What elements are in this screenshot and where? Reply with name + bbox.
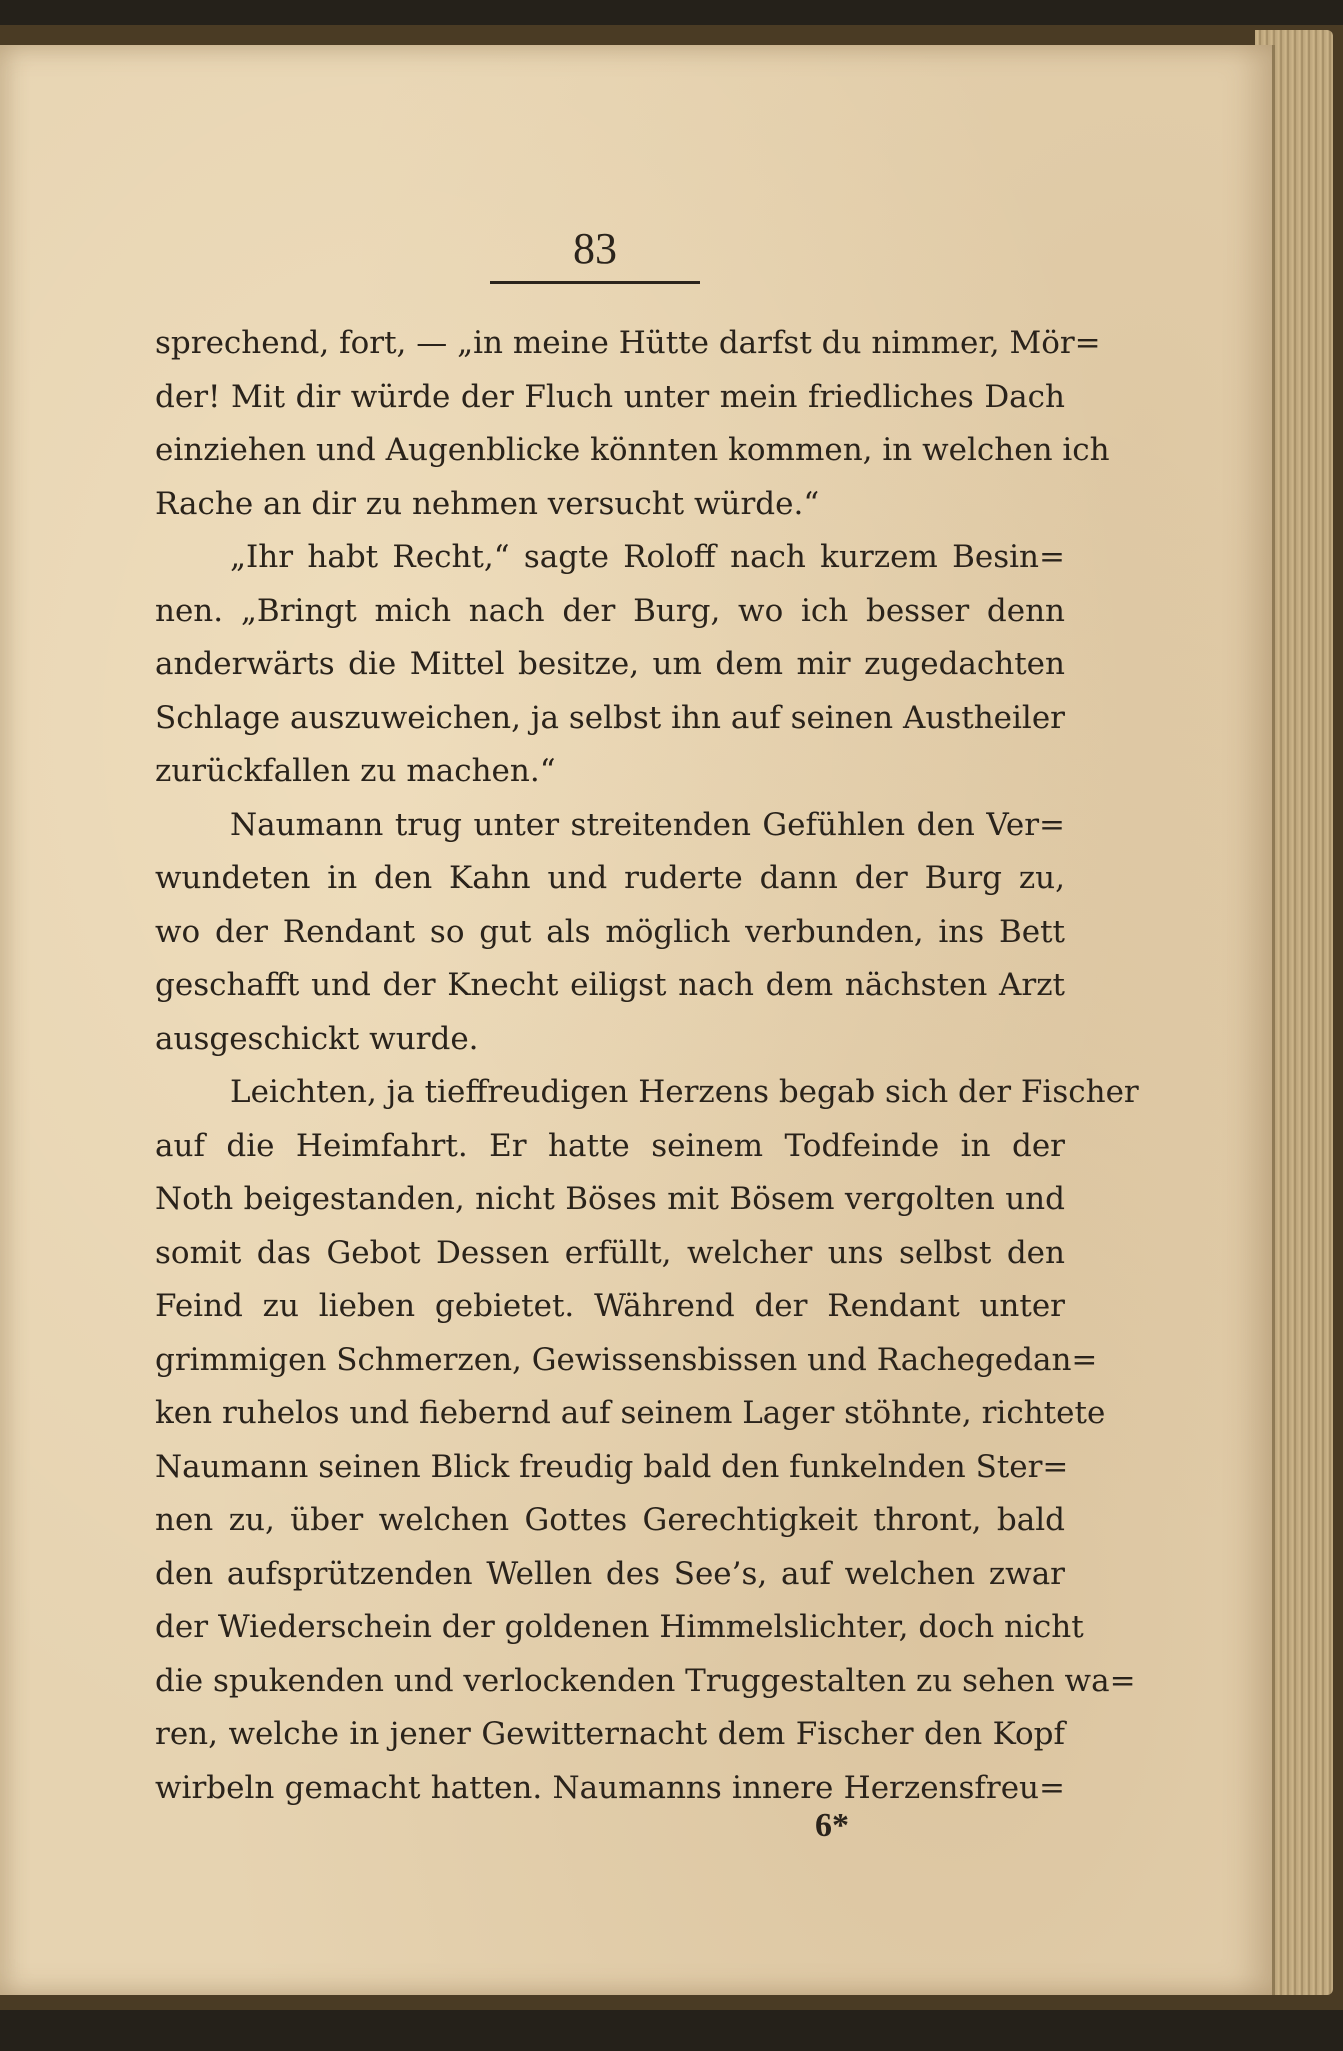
text-line: der Wiederschein der goldenen Himmelslichter, doch nicht	[155, 1609, 1084, 1645]
signature-mark: 6*	[815, 1807, 849, 1844]
text-line: „Ihr habt Recht,“ sagte Roloff nach kurzem Besin=	[230, 539, 1065, 575]
body-text	[155, 317, 1139, 1815]
text-line: nen. „Bringt mich nach der Burg, wo ich besser denn	[155, 592, 1065, 629]
text-line: grimmigen Schmerzen, Gewissensbissen und Rachegedan=	[155, 1341, 1098, 1378]
text-line: wo der Rendant so gut als möglich verbunden, ins Bett	[155, 913, 1065, 950]
page-number: 83	[573, 224, 617, 273]
text-line: ken ruhelos und fiebernd auf seinem Lager stöhnte, richtete	[155, 1395, 1106, 1431]
text-line: Rache an dir zu nehmen versucht würde.“	[155, 485, 820, 522]
text-line: Feind zu lieben gebietet. Während der Rendant unter	[155, 1288, 1065, 1324]
text-line: Leichten, ja tieffreudigen Herzens begab sich der Fischer	[230, 1074, 1139, 1110]
text-line: die spukenden und verlockenden Truggestalten zu sehen wa=	[155, 1662, 1136, 1699]
text-line: zurückfallen zu machen.“	[155, 753, 556, 789]
text-line: ren, welche in jener Gewitternacht dem Fischer den Kopf	[155, 1716, 1065, 1752]
text-line: geschafft und der Knecht eiligst nach dem nächsten Arzt	[155, 967, 1065, 1003]
text-line: Naumann seinen Blick freudig bald den funkelnden Ster=	[155, 1448, 1069, 1485]
text-line: einziehen und Augenblicke könnten kommen, in welchen ich	[155, 432, 1110, 468]
text-line: ausgeschickt wurde.	[155, 1020, 479, 1057]
text-line: sprechend, fort, — „in meine Hütte darfst du nimmer, Mör=	[155, 325, 1101, 361]
text-line: den aufsprützenden Wellen des See’s, auf welchen zwar	[155, 1555, 1065, 1592]
text-line: nen zu, über welchen Gottes Gerechtigkeit thront, bald	[155, 1502, 1065, 1538]
text-line: Schlage auszuweichen, ja selbst ihn auf seinen Austheiler	[155, 699, 1065, 736]
header-rule	[490, 281, 700, 284]
text-line: Naumann trug unter streitenden Gefühlen den Ver=	[230, 806, 1065, 843]
text-line: wundeten in den Kahn und ruderte dann der Burg zu,	[155, 860, 1065, 896]
book-page	[0, 45, 1275, 1995]
text-line: auf die Heimfahrt. Er hatte seinem Todfeinde in der	[155, 1127, 1065, 1164]
text-line: der! Mit dir würde der Fluch unter mein friedliches Dach	[155, 378, 1065, 415]
text-line: wirbeln gemacht hatten. Naumanns innere Herzensfreu=	[155, 1769, 1065, 1806]
text-line: Noth beigestanden, nicht Böses mit Bösem vergolten und	[155, 1181, 1065, 1217]
text-line: anderwärts die Mittel besitze, um dem mir zugedachten	[155, 646, 1065, 682]
text-line: somit das Gebot Dessen erfüllt, welcher uns selbst den	[155, 1234, 1065, 1271]
